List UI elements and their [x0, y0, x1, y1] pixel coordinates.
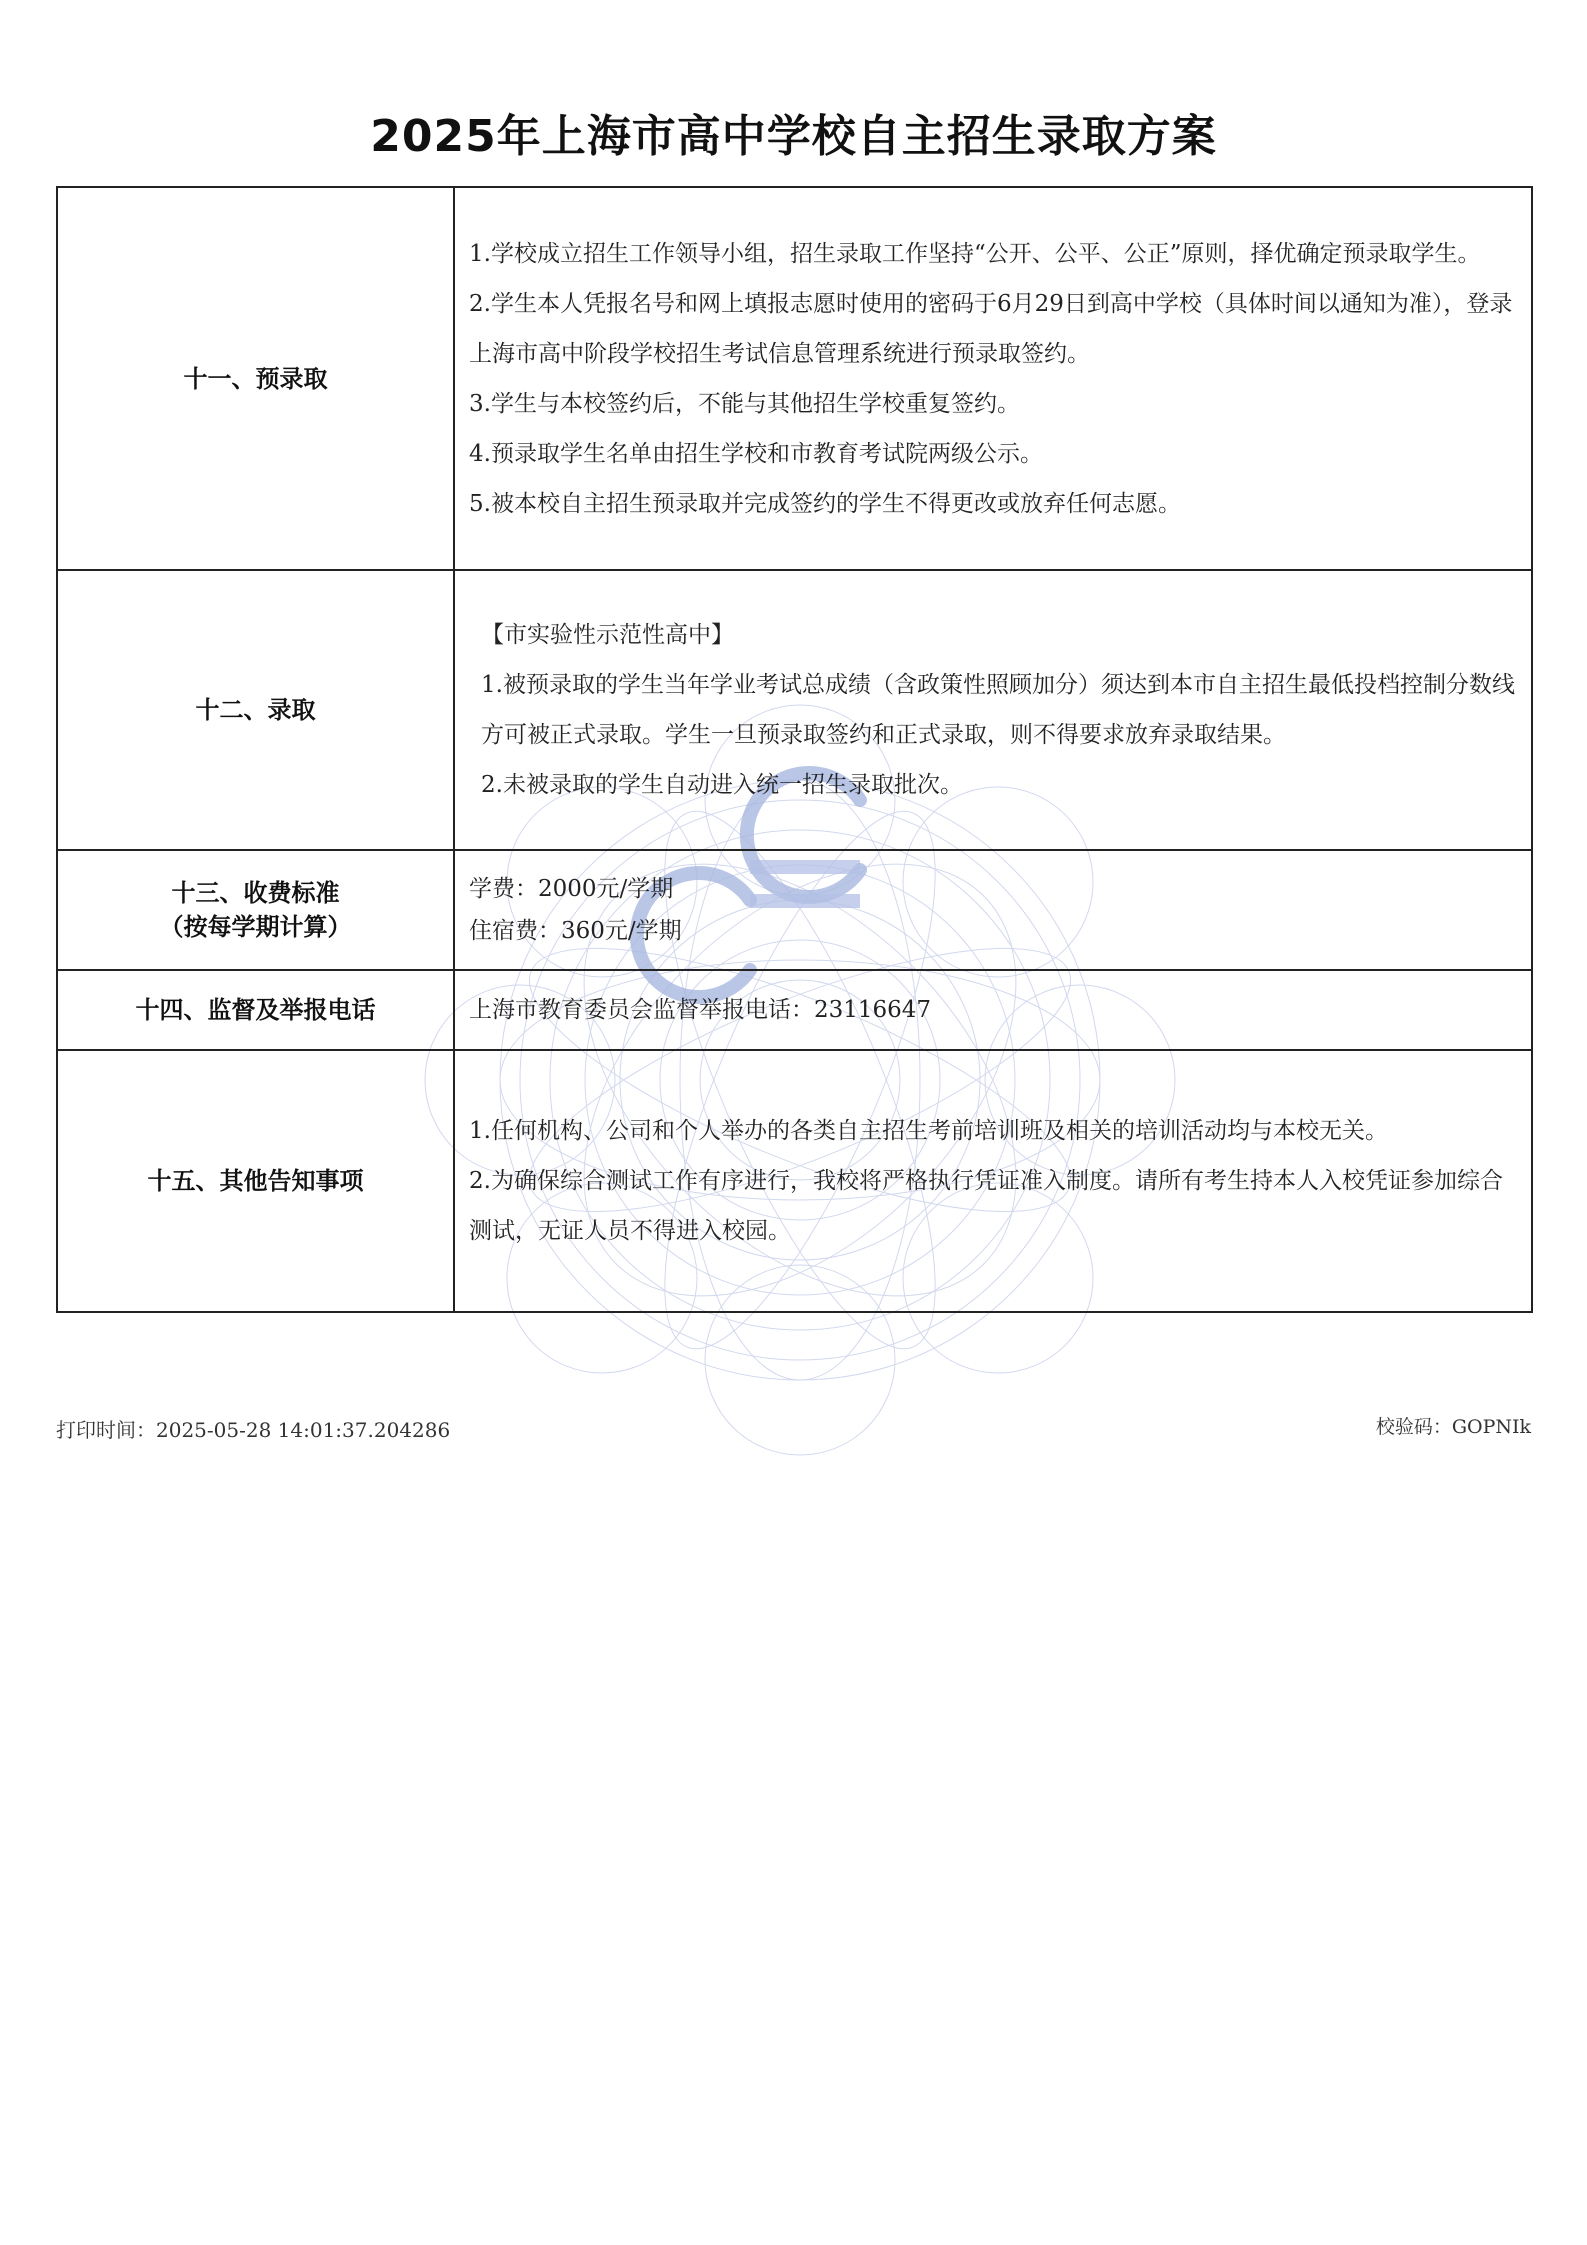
section-content	[454, 850, 1532, 970]
section-label: 十二、录取	[57, 570, 454, 850]
section-content	[454, 970, 1532, 1050]
section-label	[57, 850, 454, 970]
table-row	[57, 570, 1532, 850]
print-time: 打印时间：2025-05-28 14:01:37.204286	[56, 1418, 451, 1442]
list-item: 1.被预录取的学生当年学业考试总成绩（含政策性照顾加分）须达到本市自主招生最低投档控制分数线方可被正式录取。学生一旦预录取签约和正式录取，则不得要求放弃录取结果。	[481, 672, 1515, 748]
section-content	[454, 570, 1532, 850]
section-label: 十一、预录取	[57, 187, 454, 570]
list-item: 5.被本校自主招生预录取并完成签约的学生不得更改或放弃任何志愿。	[469, 490, 1181, 517]
section-label: 十四、监督及举报电话	[57, 970, 454, 1050]
tuition-fee: 学费：2000元/学期	[469, 876, 674, 902]
section-content	[454, 187, 1532, 570]
table-row	[57, 850, 1532, 970]
section-label: 十五、其他告知事项	[57, 1050, 454, 1312]
list-item: 2.为确保综合测试工作有序进行，我校将严格执行凭证准入制度。请所有考生持本人入校凭证参加综合测试，无证人员不得进入校园。	[469, 1168, 1503, 1244]
page-title: 2025年上海市高中学校自主招生录取方案	[370, 111, 1217, 162]
section-label-line: （按每学期计算）	[159, 913, 352, 941]
section-heading: 【市实验性示范性高中】	[481, 622, 734, 648]
list-item: 2.未被录取的学生自动进入统一招生录取批次。	[481, 772, 963, 798]
section-label-line: 十三、收费标准	[171, 879, 340, 907]
table-row	[57, 187, 1532, 570]
list-item: 1.任何机构、公司和个人举办的各类自主招生考前培训班及相关的培训活动均与本校无关。	[469, 1118, 1388, 1144]
section-content	[454, 1050, 1532, 1312]
accommodation-fee: 住宿费：360元/学期	[469, 918, 682, 944]
list-item: 3.学生与本校签约后，不能与其他招生学校重复签约。	[469, 390, 1020, 417]
list-item: 2.学生本人凭报名号和网上填报志愿时使用的密码于6月29日到高中学校（具体时间以通知为准），登录上海市高中阶段学校招生考试信息管理系统进行预录取签约。	[469, 290, 1513, 367]
admission-plan-table	[56, 186, 1533, 1313]
list-item: 4.预录取学生名单由招生学校和市教育考试院两级公示。	[469, 440, 1043, 467]
hotline: 上海市教育委员会监督举报电话：23116647	[469, 997, 932, 1023]
list-item: 1.学校成立招生工作领导小组，招生录取工作坚持“公开、公平、公正”原则，择优确定预录取学生。	[469, 240, 1481, 267]
table-row	[57, 970, 1532, 1050]
table-row	[57, 1050, 1532, 1312]
verify-code: 校验码：GOPNIk	[1375, 1416, 1531, 1438]
